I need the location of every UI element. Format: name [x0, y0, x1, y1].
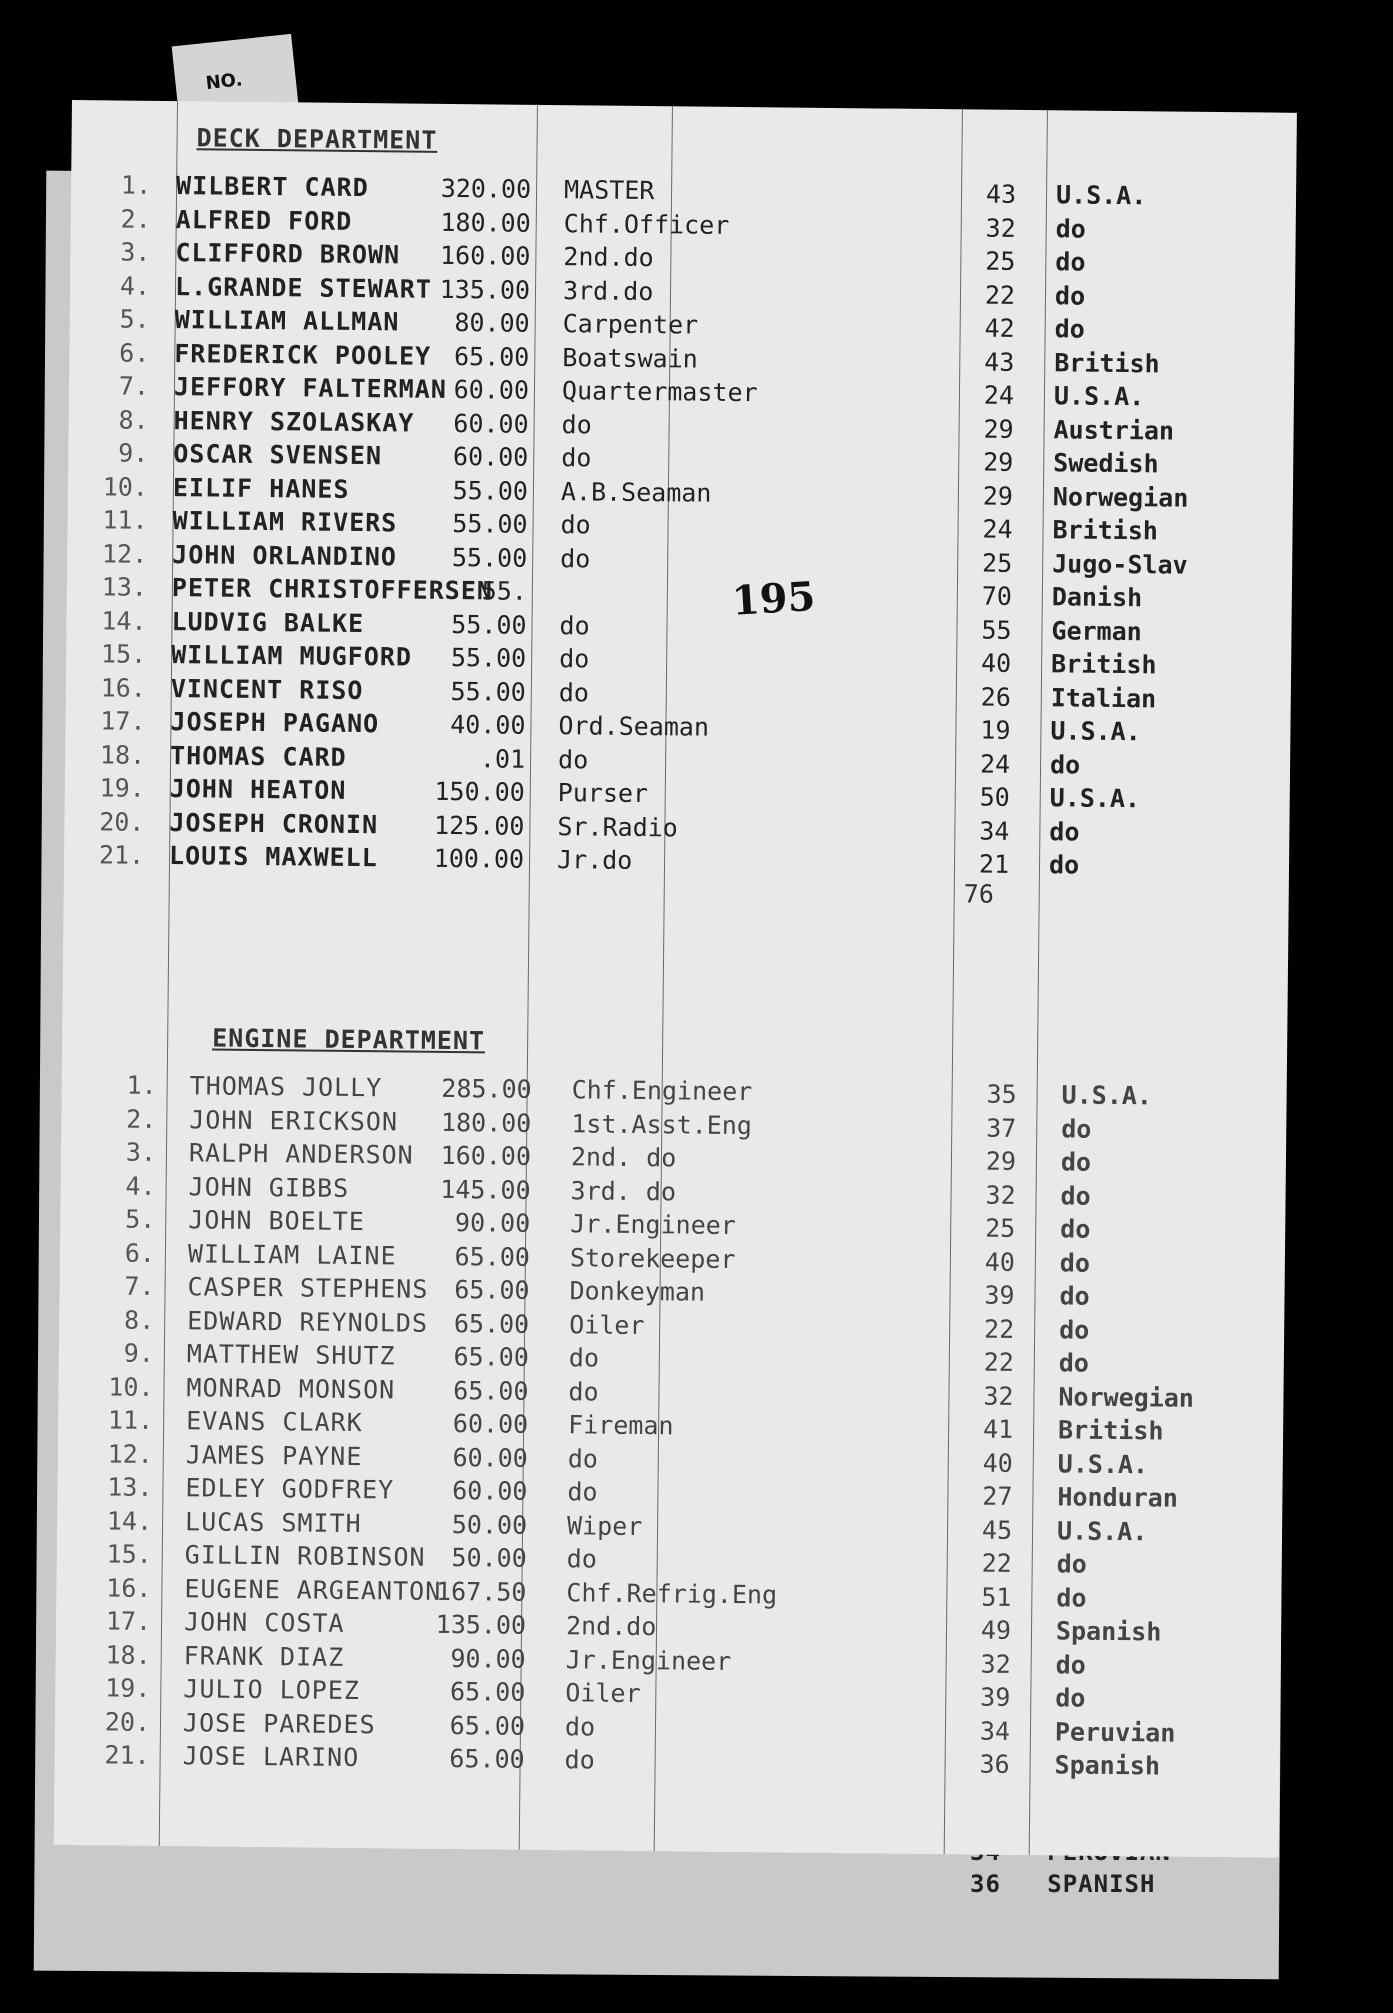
- crew-wages: 160.00: [440, 1140, 532, 1171]
- crew-wages: 167.50: [435, 1576, 527, 1607]
- crew-number: 18.: [99, 739, 146, 770]
- crew-age: 35: [986, 1079, 1017, 1109]
- crew-nationality: do: [1056, 1582, 1087, 1613]
- crew-age: 49: [980, 1615, 1012, 1645]
- crew-wages: 150.00: [434, 776, 525, 807]
- crew-name: EDLEY GODFREY: [185, 1473, 395, 1505]
- crew-age: 19: [980, 715, 1011, 745]
- crew-age: 24: [983, 380, 1015, 410]
- crew-age: 43: [985, 179, 1017, 209]
- crew-wages: 90.00: [454, 1208, 531, 1238]
- crew-number: 4.: [125, 1171, 156, 1201]
- crew-age: 37: [986, 1113, 1017, 1143]
- crew-number: 2.: [126, 1104, 157, 1134]
- crew-rating: Jr.Engineer: [570, 1209, 736, 1241]
- crew-nationality: Norwegian: [1058, 1381, 1195, 1413]
- crew-number: 15.: [100, 639, 147, 669]
- crew-nationality: do: [1059, 1281, 1090, 1311]
- crew-wages: 40.00: [450, 709, 526, 740]
- crew-name: JOSEPH CRONIN: [169, 807, 379, 839]
- crew-nationality: British: [1054, 347, 1160, 378]
- crew-name: MONRAD MONSON: [186, 1372, 396, 1404]
- crew-number: 19.: [105, 1673, 151, 1703]
- crew-name: FRANK DIAZ: [183, 1640, 345, 1672]
- crew-wages: 65.00: [449, 1744, 525, 1774]
- crew-rating: 3rd.do: [562, 275, 654, 306]
- crew-number: 6.: [119, 338, 150, 368]
- crew-nationality: do: [1049, 816, 1080, 847]
- crew-name: RALPH ANDERSON: [188, 1138, 414, 1170]
- crew-nationality: Spanish: [1054, 1750, 1161, 1781]
- crew-wages: 55.00: [451, 542, 528, 573]
- crew-number: 13.: [101, 572, 148, 602]
- crew-rating: Storekeeper: [569, 1242, 736, 1274]
- crew-name: WILLIAM MUGFORD: [171, 640, 413, 672]
- crew-name: JOHN ORLANDINO: [172, 539, 398, 571]
- crew-age: 34: [979, 1716, 1011, 1746]
- crew-age: 27: [982, 1481, 1013, 1511]
- crew-number: 14.: [106, 1505, 153, 1536]
- crew-nationality: British: [1050, 649, 1157, 680]
- crew-wages: 135.00: [435, 1609, 527, 1640]
- crew-name: FREDERICK POOLEY: [174, 338, 432, 371]
- crew-age: 21: [978, 849, 1010, 879]
- crew-age: 40: [980, 648, 1012, 678]
- crew-number: 1.: [120, 170, 152, 200]
- crew-rating: do: [557, 744, 589, 774]
- crew-age: 29: [982, 481, 1014, 511]
- crew-rating: do: [567, 1477, 598, 1507]
- crew-age: 39: [984, 1280, 1015, 1310]
- crew-age: 42: [984, 313, 1015, 343]
- crew-age: 24: [982, 514, 1013, 544]
- crew-rating: do: [558, 677, 590, 707]
- crew-rating: do: [567, 1443, 599, 1474]
- crew-age: 39: [980, 1682, 1011, 1712]
- crew-number: 17.: [105, 1606, 152, 1636]
- crew-wages: 285.00: [441, 1073, 532, 1104]
- crew-number: 4.: [119, 271, 151, 301]
- crew-number: 15.: [106, 1539, 152, 1569]
- crew-nationality: U.S.A.: [1055, 180, 1147, 211]
- crew-nationality: Austrian: [1053, 414, 1175, 446]
- crew-rating: do: [560, 543, 591, 573]
- crew-age: 50: [979, 782, 1010, 812]
- crew-name: OSCAR SVENSEN: [173, 439, 383, 471]
- crew-rating: Jr.do: [556, 845, 633, 875]
- crew-wages: 65.00: [449, 1677, 526, 1707]
- crew-age: 32: [980, 1649, 1011, 1679]
- crew-name: JOHN ERICKSON: [189, 1104, 399, 1136]
- crew-nationality: Swedish: [1053, 448, 1159, 479]
- crew-wages: 55.00: [450, 642, 527, 673]
- crew-age: 70: [981, 581, 1013, 611]
- crew-age: 22: [981, 1548, 1012, 1578]
- crew-nationality: Danish: [1051, 582, 1143, 613]
- crew-age: 26: [980, 682, 1011, 712]
- crew-number: 21.: [104, 1740, 150, 1770]
- crew-wages: 100.00: [433, 843, 525, 874]
- crew-nationality: do: [1049, 749, 1081, 780]
- crew-wages: 50.00: [451, 1543, 527, 1573]
- crew-nationality: German: [1051, 615, 1142, 646]
- crew-wages: 65.00: [453, 341, 530, 372]
- crew-name: WILBERT CARD: [175, 171, 369, 203]
- crew-wages: 60.00: [452, 1442, 528, 1473]
- crew-rating: A.B.Seaman: [560, 476, 712, 508]
- crew-age: 25: [985, 246, 1016, 276]
- crew-name: JOHN GIBBS: [188, 1171, 350, 1203]
- crew-rating: 1st.Asst.Eng: [571, 1108, 753, 1140]
- crew-wages: 65.00: [453, 1375, 529, 1406]
- crew-rating: 2nd.do: [563, 242, 654, 273]
- crew-nationality: do: [1059, 1247, 1091, 1278]
- crew-age: 32: [985, 1180, 1016, 1210]
- crew-name: JULIO LOPEZ: [183, 1674, 361, 1706]
- crew-rating: do: [559, 644, 590, 674]
- crew-age: 55: [981, 615, 1012, 645]
- crew-nationality: do: [1048, 850, 1080, 880]
- crew-nationality: do: [1061, 1113, 1092, 1144]
- crew-nationality: do: [1059, 1314, 1090, 1345]
- crew-age: 25: [981, 548, 1013, 578]
- crew-number: 19.: [99, 773, 145, 803]
- crew-wages: 65.00: [454, 1275, 530, 1305]
- crew-number: 5.: [119, 304, 150, 334]
- crew-number: 18.: [105, 1639, 151, 1670]
- crew-wages: 50.00: [451, 1509, 528, 1540]
- crew-number: 2.: [120, 204, 151, 234]
- crew-wages: 90.00: [450, 1643, 526, 1674]
- crew-number: 7.: [118, 371, 150, 401]
- crew-rating: Oiler: [565, 1678, 641, 1709]
- crew-name: L.GRANDE STEWART: [174, 271, 433, 304]
- crew-name: LOUIS MAXWELL: [168, 841, 378, 873]
- crew-wages: 55.00: [452, 509, 528, 539]
- crew-nationality: do: [1055, 247, 1086, 277]
- crew-age: 32: [985, 213, 1016, 243]
- crew-rating: 3rd. do: [570, 1175, 677, 1206]
- crew-rating: Quartermaster: [561, 376, 758, 408]
- crew-age: 29: [983, 414, 1014, 444]
- crew-age: 40: [982, 1448, 1013, 1478]
- crew-nationality: do: [1056, 1549, 1087, 1579]
- crew-name: WILLIAM RIVERS: [172, 506, 398, 538]
- crew-nationality: U.S.A.: [1050, 716, 1141, 747]
- crew-wages: 55.00: [451, 609, 527, 640]
- crew-nationality: do: [1054, 314, 1085, 344]
- crew-nationality: U.S.A.: [1056, 1515, 1148, 1546]
- crew-number: 12.: [101, 538, 148, 569]
- crew-name: CASPER STEPHENS: [187, 1272, 429, 1304]
- crew-wages: 55.: [481, 576, 528, 606]
- crew-age: 41: [982, 1414, 1014, 1444]
- crew-nationality: British: [1052, 515, 1159, 546]
- crew-rating: Carpenter: [562, 309, 699, 340]
- crew-age: 45: [981, 1515, 1013, 1545]
- crew-name: JOHN BOELTE: [188, 1205, 366, 1237]
- crew-wages: 55.00: [450, 676, 526, 707]
- crew-wages: 180.00: [440, 207, 531, 238]
- crew-rating: Fireman: [568, 1410, 674, 1441]
- crew-nationality: do: [1055, 1649, 1086, 1680]
- crew-number: 16.: [106, 1572, 152, 1603]
- crew-rating: Chf.Engineer: [571, 1075, 753, 1107]
- crew-wages: 60.00: [452, 442, 529, 472]
- crew-wages: 65.00: [449, 1710, 526, 1741]
- crew-rating: Donkeyman: [569, 1276, 706, 1307]
- crew-number: 14.: [101, 605, 147, 636]
- crew-wages: 145.00: [440, 1174, 531, 1205]
- crew-name: CLIFFORD BROWN: [175, 238, 401, 270]
- crew-number: 17.: [100, 706, 146, 736]
- crew-rating: Sr.Radio: [557, 811, 678, 842]
- crew-age: 51: [981, 1582, 1012, 1612]
- crew-number: 13.: [107, 1472, 153, 1502]
- crew-rating: 2nd.do: [565, 1611, 657, 1642]
- crew-nationality: British: [1057, 1415, 1164, 1446]
- crew-age: 22: [983, 1347, 1015, 1377]
- crew-wages: 60.00: [452, 1409, 529, 1439]
- crew-name: JEFFORY FALTERMAN: [173, 372, 448, 404]
- crew-name: EDWARD REYNOLDS: [187, 1305, 429, 1338]
- crew-rating: do: [561, 409, 592, 439]
- crew-rating: Jr.Engineer: [565, 1644, 732, 1676]
- tab-label: NO.: [204, 69, 244, 95]
- crew-nationality: Italian: [1050, 682, 1157, 713]
- crew-name: JOHN COSTA: [183, 1607, 345, 1638]
- crew-number: 10.: [102, 471, 149, 502]
- crew-nationality: U.S.A.: [1057, 1448, 1149, 1479]
- crew-age: 34: [979, 816, 1010, 846]
- crew-wages: 65.00: [453, 1342, 530, 1372]
- crew-wages: 125.00: [433, 810, 525, 841]
- crew-age: 24: [979, 749, 1011, 779]
- crew-list-sheet: [54, 100, 1297, 1858]
- crew-nationality: do: [1060, 1180, 1091, 1211]
- crew-number: 20.: [99, 806, 145, 837]
- crew-name: JOHN HEATON: [169, 774, 347, 805]
- deck-margin-note: 76: [963, 879, 994, 909]
- crew-wages: 60.00: [452, 1476, 528, 1506]
- crew-rating: do: [564, 1745, 595, 1775]
- crew-wages: 55.00: [452, 475, 529, 506]
- crew-name: EILIF HANES: [172, 472, 350, 504]
- crew-age: 25: [985, 1213, 1016, 1243]
- back-row: 36 SPANISH: [970, 1870, 1156, 1898]
- crew-wages: 60.00: [453, 375, 530, 405]
- crew-age: 32: [983, 1381, 1014, 1411]
- crew-number: 8.: [118, 405, 149, 435]
- crew-name: JOSE PAREDES: [182, 1707, 376, 1739]
- crew-nationality: do: [1055, 1683, 1086, 1713]
- crew-number: 9.: [123, 1338, 155, 1368]
- crew-name: JAMES PAYNE: [185, 1439, 363, 1471]
- crew-nationality: U.S.A.: [1061, 1080, 1153, 1111]
- crew-number: 20.: [104, 1706, 151, 1737]
- crew-rating: do: [561, 443, 592, 473]
- crew-name: THOMAS JOLLY: [189, 1071, 383, 1103]
- crew-age: 29: [985, 1146, 1017, 1176]
- crew-wages: 65.00: [453, 1308, 530, 1339]
- crew-rating: do: [560, 510, 591, 540]
- crew-age: 29: [983, 447, 1014, 477]
- crew-name: LUDVIG BALKE: [171, 606, 365, 638]
- crew-name: JOSE LARINO: [182, 1741, 360, 1773]
- crew-rating: do: [559, 610, 590, 640]
- crew-rating: Chf.Officer: [563, 208, 730, 240]
- crew-rating: do: [568, 1376, 599, 1407]
- crew-number: 12.: [107, 1438, 153, 1469]
- crew-number: 11.: [102, 505, 148, 535]
- crew-nationality: do: [1058, 1348, 1090, 1378]
- crew-age: 40: [984, 1247, 1016, 1277]
- crew-nationality: U.S.A.: [1049, 783, 1141, 814]
- crew-number: 3.: [125, 1137, 157, 1167]
- crew-name: WILLIAM LAINE: [187, 1238, 397, 1270]
- crew-wages: 60.00: [453, 408, 529, 439]
- stamp-number: 195: [730, 572, 817, 625]
- crew-number: 11.: [107, 1405, 154, 1435]
- deck-department-heading: DECK DEPARTMENT: [196, 123, 438, 155]
- crew-name: HENRY SZOLASKAY: [173, 405, 415, 438]
- crew-wages: 180.00: [440, 1107, 532, 1138]
- crew-age: 43: [984, 347, 1015, 377]
- crew-age: 22: [984, 280, 1016, 310]
- crew-nationality: Jugo-Slav: [1052, 548, 1188, 580]
- crew-rating: Wiper: [566, 1510, 643, 1541]
- crew-nationality: U.S.A.: [1053, 381, 1145, 412]
- crew-wages: 135.00: [439, 274, 531, 305]
- crew-name: EUGENE ARGEANTON: [184, 1573, 442, 1606]
- crew-wages: .01: [479, 743, 526, 774]
- crew-nationality: Spanish: [1055, 1616, 1162, 1647]
- engine-department-heading: ENGINE DEPARTMENT: [212, 1023, 486, 1056]
- crew-nationality: do: [1055, 213, 1086, 244]
- crew-rating: do: [568, 1343, 600, 1373]
- crew-rating: do: [564, 1711, 596, 1742]
- crew-nationality: do: [1060, 1214, 1091, 1244]
- crew-name: THOMAS CARD: [169, 740, 347, 772]
- crew-age: 22: [983, 1314, 1015, 1344]
- crew-number: 5.: [125, 1204, 156, 1234]
- crew-name: PETER CHRISTOFFERSEN: [171, 573, 494, 606]
- crew-name: GILLIN ROBINSON: [184, 1540, 426, 1572]
- crew-name: ALFRED FORD: [175, 204, 353, 236]
- crew-nationality: Peruvian: [1054, 1716, 1176, 1748]
- crew-rating: 2nd. do: [570, 1142, 677, 1173]
- crew-number: 21.: [98, 840, 145, 870]
- crew-number: 9.: [118, 438, 149, 468]
- crew-number: 16.: [100, 672, 147, 703]
- crew-name: LUCAS SMITH: [184, 1506, 362, 1538]
- crew-rating: Chf.Refrig.Eng: [566, 1577, 778, 1609]
- crew-wages: 80.00: [454, 308, 530, 338]
- crew-name: VINCENT RISO: [170, 673, 364, 705]
- crew-wages: 320.00: [440, 173, 532, 204]
- crew-name: JOSEPH PAGANO: [170, 707, 380, 739]
- crew-rating: do: [566, 1544, 598, 1574]
- crew-number: 8.: [123, 1305, 155, 1335]
- crew-rating: MASTER: [563, 175, 655, 206]
- crew-name: WILLIAM ALLMAN: [174, 305, 400, 337]
- crew-number: 1.: [126, 1070, 157, 1100]
- crew-name: EVANS CLARK: [186, 1406, 363, 1438]
- crew-nationality: do: [1054, 280, 1086, 311]
- crew-rating: Purser: [557, 778, 649, 809]
- crew-age: 36: [979, 1749, 1010, 1779]
- crew-number: 3.: [120, 237, 151, 267]
- crew-wages: 65.00: [454, 1241, 531, 1272]
- crew-rating: Oiler: [569, 1309, 645, 1340]
- crew-nationality: Norwegian: [1052, 481, 1189, 513]
- crew-number: 7.: [124, 1271, 155, 1301]
- crew-rating: Ord.Seaman: [558, 711, 710, 742]
- crew-number: 6.: [124, 1238, 156, 1268]
- crew-wages: 160.00: [439, 240, 531, 271]
- crew-name: MATTHEW SHUTZ: [186, 1339, 396, 1371]
- crew-rating: Boatswain: [562, 342, 698, 374]
- crew-nationality: Honduran: [1057, 1482, 1178, 1513]
- crew-number: 10.: [108, 1371, 154, 1402]
- crew-nationality: do: [1060, 1147, 1092, 1177]
